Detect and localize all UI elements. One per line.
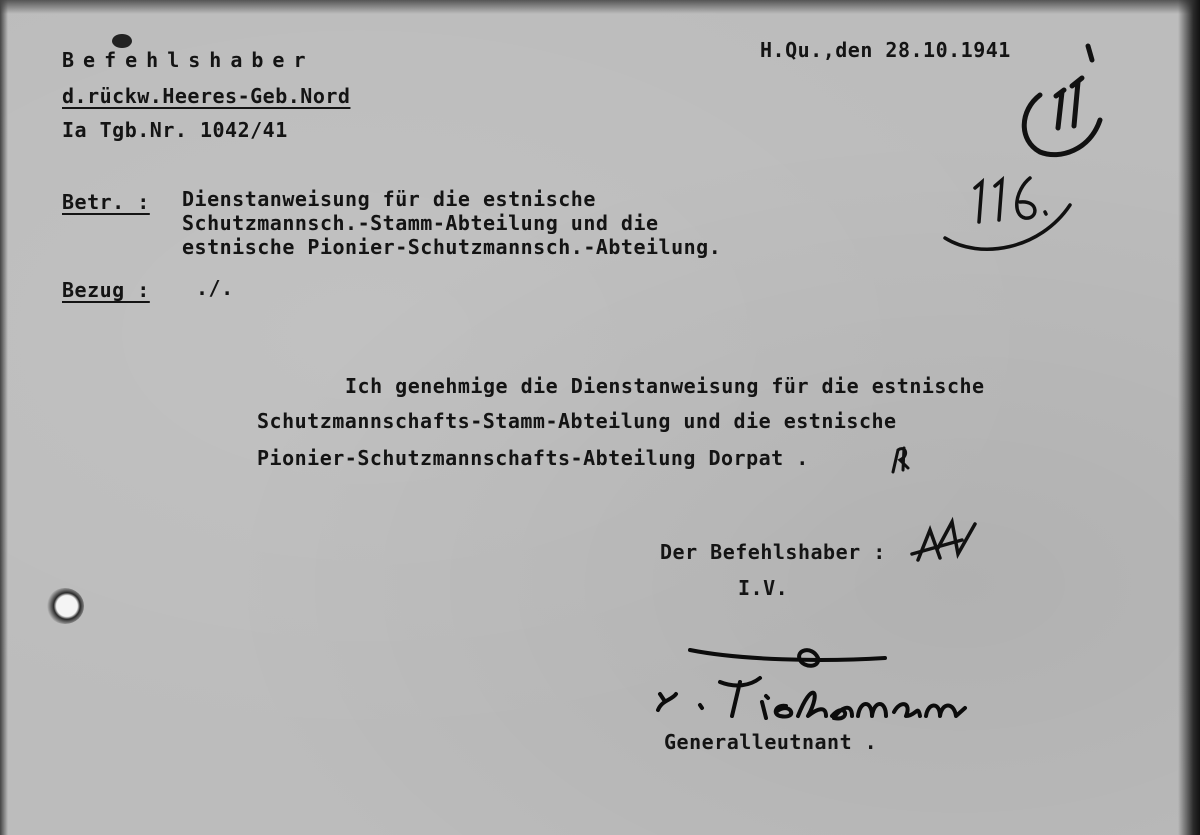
signature-handwritten <box>658 650 965 718</box>
initial-mark-body <box>893 448 908 472</box>
subject-line-3: estnische Pionier-Schutzmannsch.-Abteilung. <box>182 235 722 259</box>
punch-hole <box>46 588 84 624</box>
scan-edge-right <box>1178 0 1200 835</box>
subject-line-1: Dienstanweisung für die estnische <box>182 187 596 211</box>
signatory-title: Der Befehlshaber : <box>660 540 886 564</box>
corner-mark-handwritten <box>1024 46 1100 155</box>
reference-label: Bezug : <box>62 278 150 302</box>
subject-label: Betr. : <box>62 190 150 214</box>
authority-title: Befehlshaber <box>62 48 315 72</box>
ink-blot <box>112 34 132 48</box>
body-line-1: Ich genehmige die Dienstanweisung für die estnische <box>345 374 985 398</box>
body-line-3: Pionier-Schutzmannschafts-Abteilung Dorpat . <box>257 446 809 470</box>
initial-mark-signatory <box>912 522 975 560</box>
deputy-note: I.V. <box>738 576 789 600</box>
place-and-date: H.Qu.,den 28.10.1941 <box>760 38 1011 62</box>
reference-number: Ia Tgb.Nr. 1042/41 <box>62 118 288 142</box>
scan-edge-left <box>0 0 8 835</box>
authority-command: d.rückw.Heeres-Geb.Nord <box>62 84 351 108</box>
scan-edge-top <box>0 0 1200 14</box>
page-number-handwritten <box>945 178 1070 249</box>
reference-value: ./. <box>196 276 234 300</box>
body-line-2: Schutzmannschafts-Stamm-Abteilung und die estnische <box>257 409 897 433</box>
signatory-rank: Generalleutnant . <box>664 730 878 754</box>
subject-line-2: Schutzmannsch.-Stamm-Abteilung und die <box>182 211 659 235</box>
